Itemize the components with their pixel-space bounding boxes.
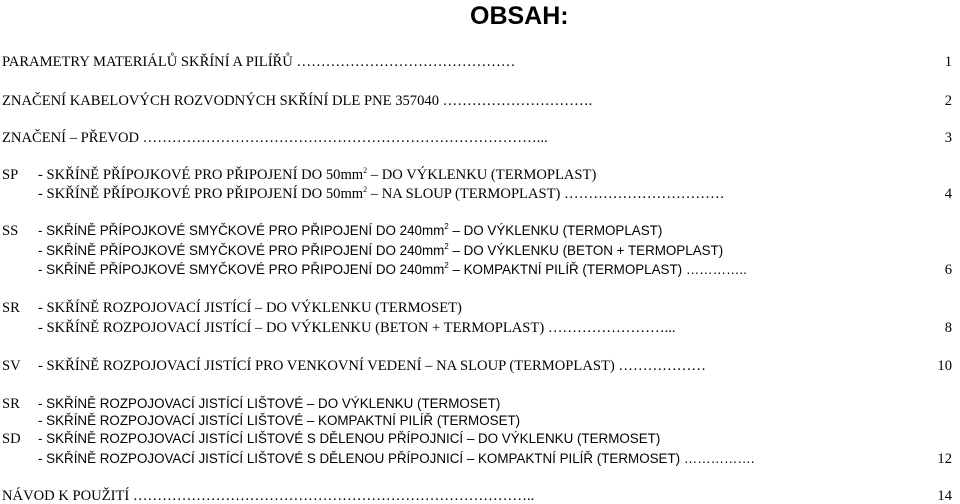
- toc-line: - SKŘÍNĚ PŘÍPOJKOVÉ PRO PŘIPOJENÍ DO $50mm^2$ – DO VÝKLENKU (TERMOPLAST): [38, 166, 597, 183]
- toc-line: - SKŘÍNĚ ROZPOJOVACÍ JISTÍCÍ – DO VÝKLENKU (TERMOSET): [38, 300, 462, 316]
- toc-line: - SKŘÍNĚ ROZPOJOVACÍ JISTÍCÍ LIŠTOVÉ S DĚLENOU PŘÍPOJNICÍ – DO VÝKLENKU (TERMOSET): [38, 431, 661, 446]
- toc-page-number: 10: [937, 358, 952, 374]
- toc-page-number: 2: [944, 93, 952, 109]
- toc-line: - SKŘÍNĚ PŘÍPOJKOVÉ SMYČKOVÉ PRO PŘIPOJENÍ DO $240mm^2$ – DO VÝKLENKU (BETON + TERMOPLAST): [38, 242, 724, 258]
- toc-code: SV: [2, 358, 21, 374]
- toc-line: PARAMETRY MATERIÁLŮ SKŘÍNÍ A PILÍŘŮ ………………………………………: [2, 54, 516, 70]
- toc-page-number: 8: [944, 320, 952, 336]
- toc-code: SR: [2, 300, 20, 316]
- toc-line: - SKŘÍNĚ PŘÍPOJKOVÉ SMYČKOVÉ PRO PŘIPOJENÍ DO $240mm^2$ – DO VÝKLENKU (TERMOPLAST): [38, 222, 663, 238]
- toc-line: NÁVOD K POUŽITÍ ………………………………………………………………………..: [2, 488, 535, 504]
- toc-page-number: 6: [944, 262, 952, 278]
- toc-line: - SKŘÍNĚ ROZPOJOVACÍ JISTÍCÍ PRO VENKOVNÍ VEDENÍ – NA SLOUP (TERMOPLAST) ………………: [38, 358, 706, 374]
- toc-page-number: 14: [937, 488, 952, 504]
- toc-line: ZNAČENÍ – PŘEVOD ………………………………………………………………………...: [2, 130, 548, 146]
- toc-line: - SKŘÍNĚ ROZPOJOVACÍ JISTÍCÍ LIŠTOVÉ – KOMPAKTNÍ PILÍŘ (TERMOSET): [38, 413, 521, 428]
- toc-line: - SKŘÍNĚ ROZPOJOVACÍ JISTÍCÍ – DO VÝKLENKU (BETON + TERMOPLAST) ……………………...: [38, 320, 676, 336]
- toc-line: - SKŘÍNĚ ROZPOJOVACÍ JISTÍCÍ LIŠTOVÉ S DĚLENOU PŘÍPOJNICÍ – KOMPAKTNÍ PILÍŘ (TERMOSET) …………….: [38, 451, 755, 466]
- toc-code: SS: [2, 223, 19, 239]
- toc-code: SP: [2, 167, 19, 183]
- toc-page-number: 12: [937, 451, 952, 467]
- toc-page-number: 1: [944, 54, 952, 70]
- toc-line: - SKŘÍNĚ ROZPOJOVACÍ JISTÍCÍ LIŠTOVÉ – DO VÝKLENKU (TERMOSET): [38, 396, 501, 411]
- toc-line: ZNAČENÍ KABELOVÝCH ROZVODNÝCH SKŘÍNÍ DLE PNE 357040 ………………………….: [2, 93, 593, 109]
- toc-line: - SKŘÍNĚ PŘÍPOJKOVÉ PRO PŘIPOJENÍ DO $50mm^2$ – NA SLOUP (TERMOPLAST) ……………………………: [38, 185, 725, 202]
- toc-page-number: 3: [944, 130, 952, 146]
- toc-page-number: 4: [944, 186, 952, 202]
- toc-code: SR: [2, 396, 20, 412]
- page-title: OBSAH:: [470, 2, 569, 30]
- toc-code: SD: [2, 431, 21, 447]
- toc-line: - SKŘÍNĚ PŘÍPOJKOVÉ SMYČKOVÉ PRO PŘIPOJENÍ DO $240mm^2$ – KOMPAKTNÍ PILÍŘ (TERMOPLAST) …………..: [38, 261, 747, 277]
